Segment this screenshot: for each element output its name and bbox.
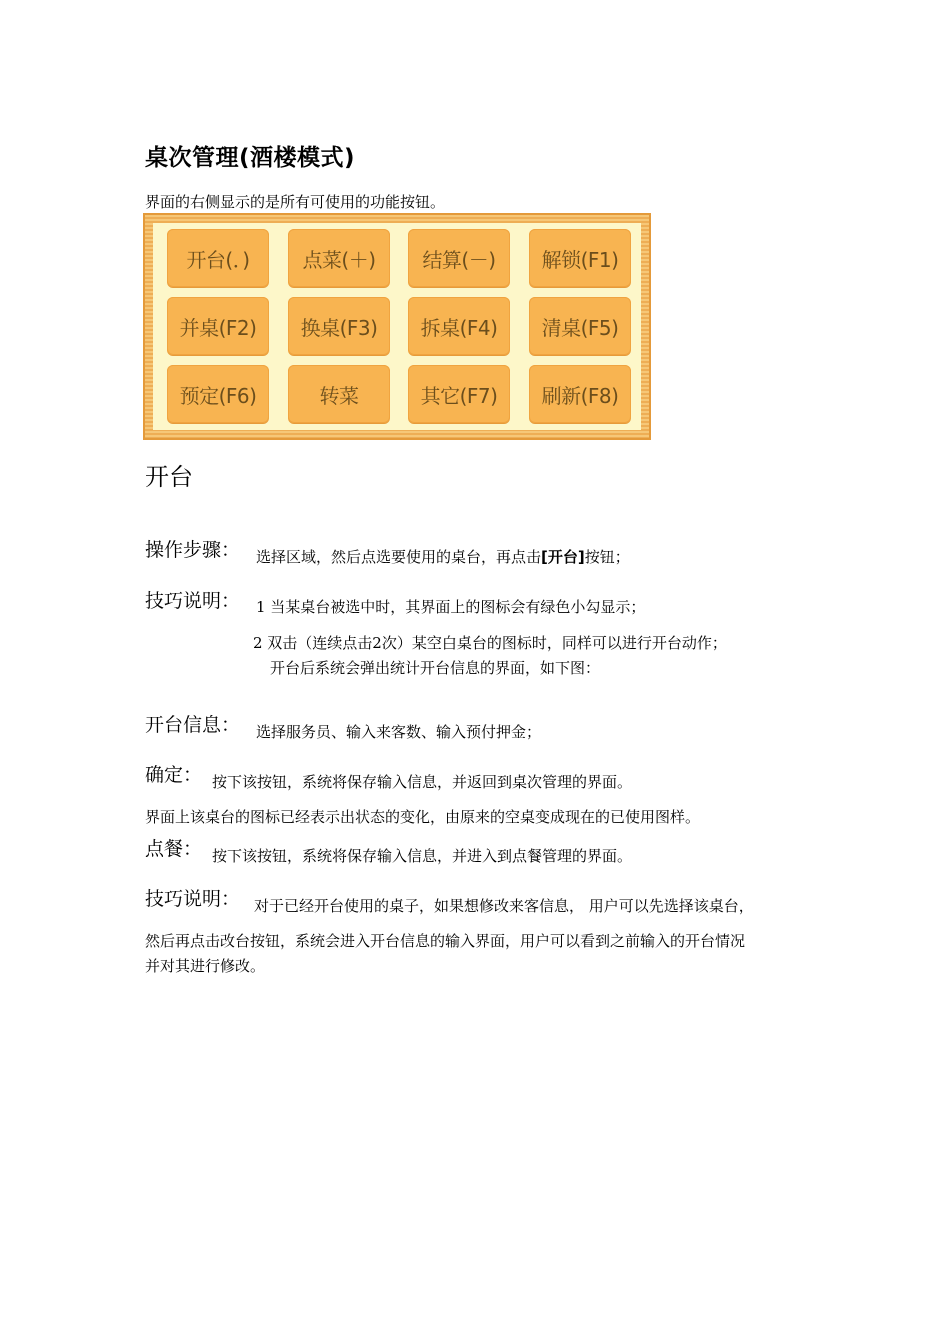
tips1-item1: 1 当某桌台被选中时，其界面上的图标会有绿色小勾显示； <box>256 598 646 616</box>
tips2-label: 技巧说明： <box>145 888 241 910</box>
tips1-item2-cont: 开台后系统会弹出统计开台信息的界面，如下图： <box>270 659 601 677</box>
steps-text-bold: [开台] <box>541 548 585 566</box>
tips2-line3: 并对其进行修改。 <box>145 957 266 975</box>
steps-text-before: 选择区域，然后点选要使用的桌台，再点击 <box>256 548 542 566</box>
merge-table-button[interactable]: 并桌(F2) <box>167 297 269 355</box>
open-info-label: 开台信息： <box>145 714 241 736</box>
steps-text-after: 按钮； <box>584 548 630 566</box>
split-table-button[interactable]: 拆桌(F4) <box>408 297 510 355</box>
order-label: 点餐： <box>145 838 203 860</box>
steps-label: 操作步骤： <box>145 539 241 561</box>
function-button-panel <box>143 213 651 440</box>
function-button-panel-inner <box>153 223 641 430</box>
tips1-label: 技巧说明： <box>145 590 241 612</box>
other-button[interactable]: 其它(F7) <box>408 365 510 423</box>
tips2-line2: 然后再点击改台按钮，系统会进入开台信息的输入界面，用户可以看到之前输入的开台情况 <box>145 932 746 950</box>
section-title: 开台 <box>145 463 193 491</box>
tips2-line1: 对于已经开台使用的桌子，如果想修改来客信息， 用户可以先选择该桌台， <box>254 897 754 915</box>
confirm-note: 界面上该桌台的图标已经表示出状态的变化，由原来的空桌变成现在的已使用图样。 <box>145 808 701 826</box>
open-info-text: 选择服务员、输入来客数、输入预付押金； <box>256 723 542 741</box>
confirm-text: 按下该按钮，系统将保存输入信息，并返回到桌次管理的界面。 <box>212 773 633 791</box>
tips1-item2: 2 双击（连续点击2次）某空白桌台的图标时，同样可以进行开台动作； <box>253 634 727 652</box>
change-table-button[interactable]: 换桌(F3) <box>288 297 390 355</box>
intro-text: 界面的右侧显示的是所有可使用的功能按钮。 <box>145 193 446 211</box>
order-dishes-button[interactable]: 点菜(＋) <box>288 229 390 287</box>
transfer-dish-button[interactable]: 转菜 <box>288 365 390 423</box>
steps-text <box>256 545 630 569</box>
checkout-button[interactable]: 结算(－) <box>408 229 510 287</box>
unlock-button[interactable]: 解锁(F1) <box>529 229 631 287</box>
order-text: 按下该按钮，系统将保存输入信息，并进入到点餐管理的界面。 <box>212 847 633 865</box>
reserve-button[interactable]: 预定(F6) <box>167 365 269 423</box>
confirm-label: 确定： <box>145 764 203 786</box>
open-table-button[interactable]: 开台(．) <box>167 229 269 287</box>
page-title: 桌次管理(酒楼模式) <box>145 145 356 171</box>
clear-table-button[interactable]: 清桌(F5) <box>529 297 631 355</box>
refresh-button[interactable]: 刷新(F8) <box>529 365 631 423</box>
